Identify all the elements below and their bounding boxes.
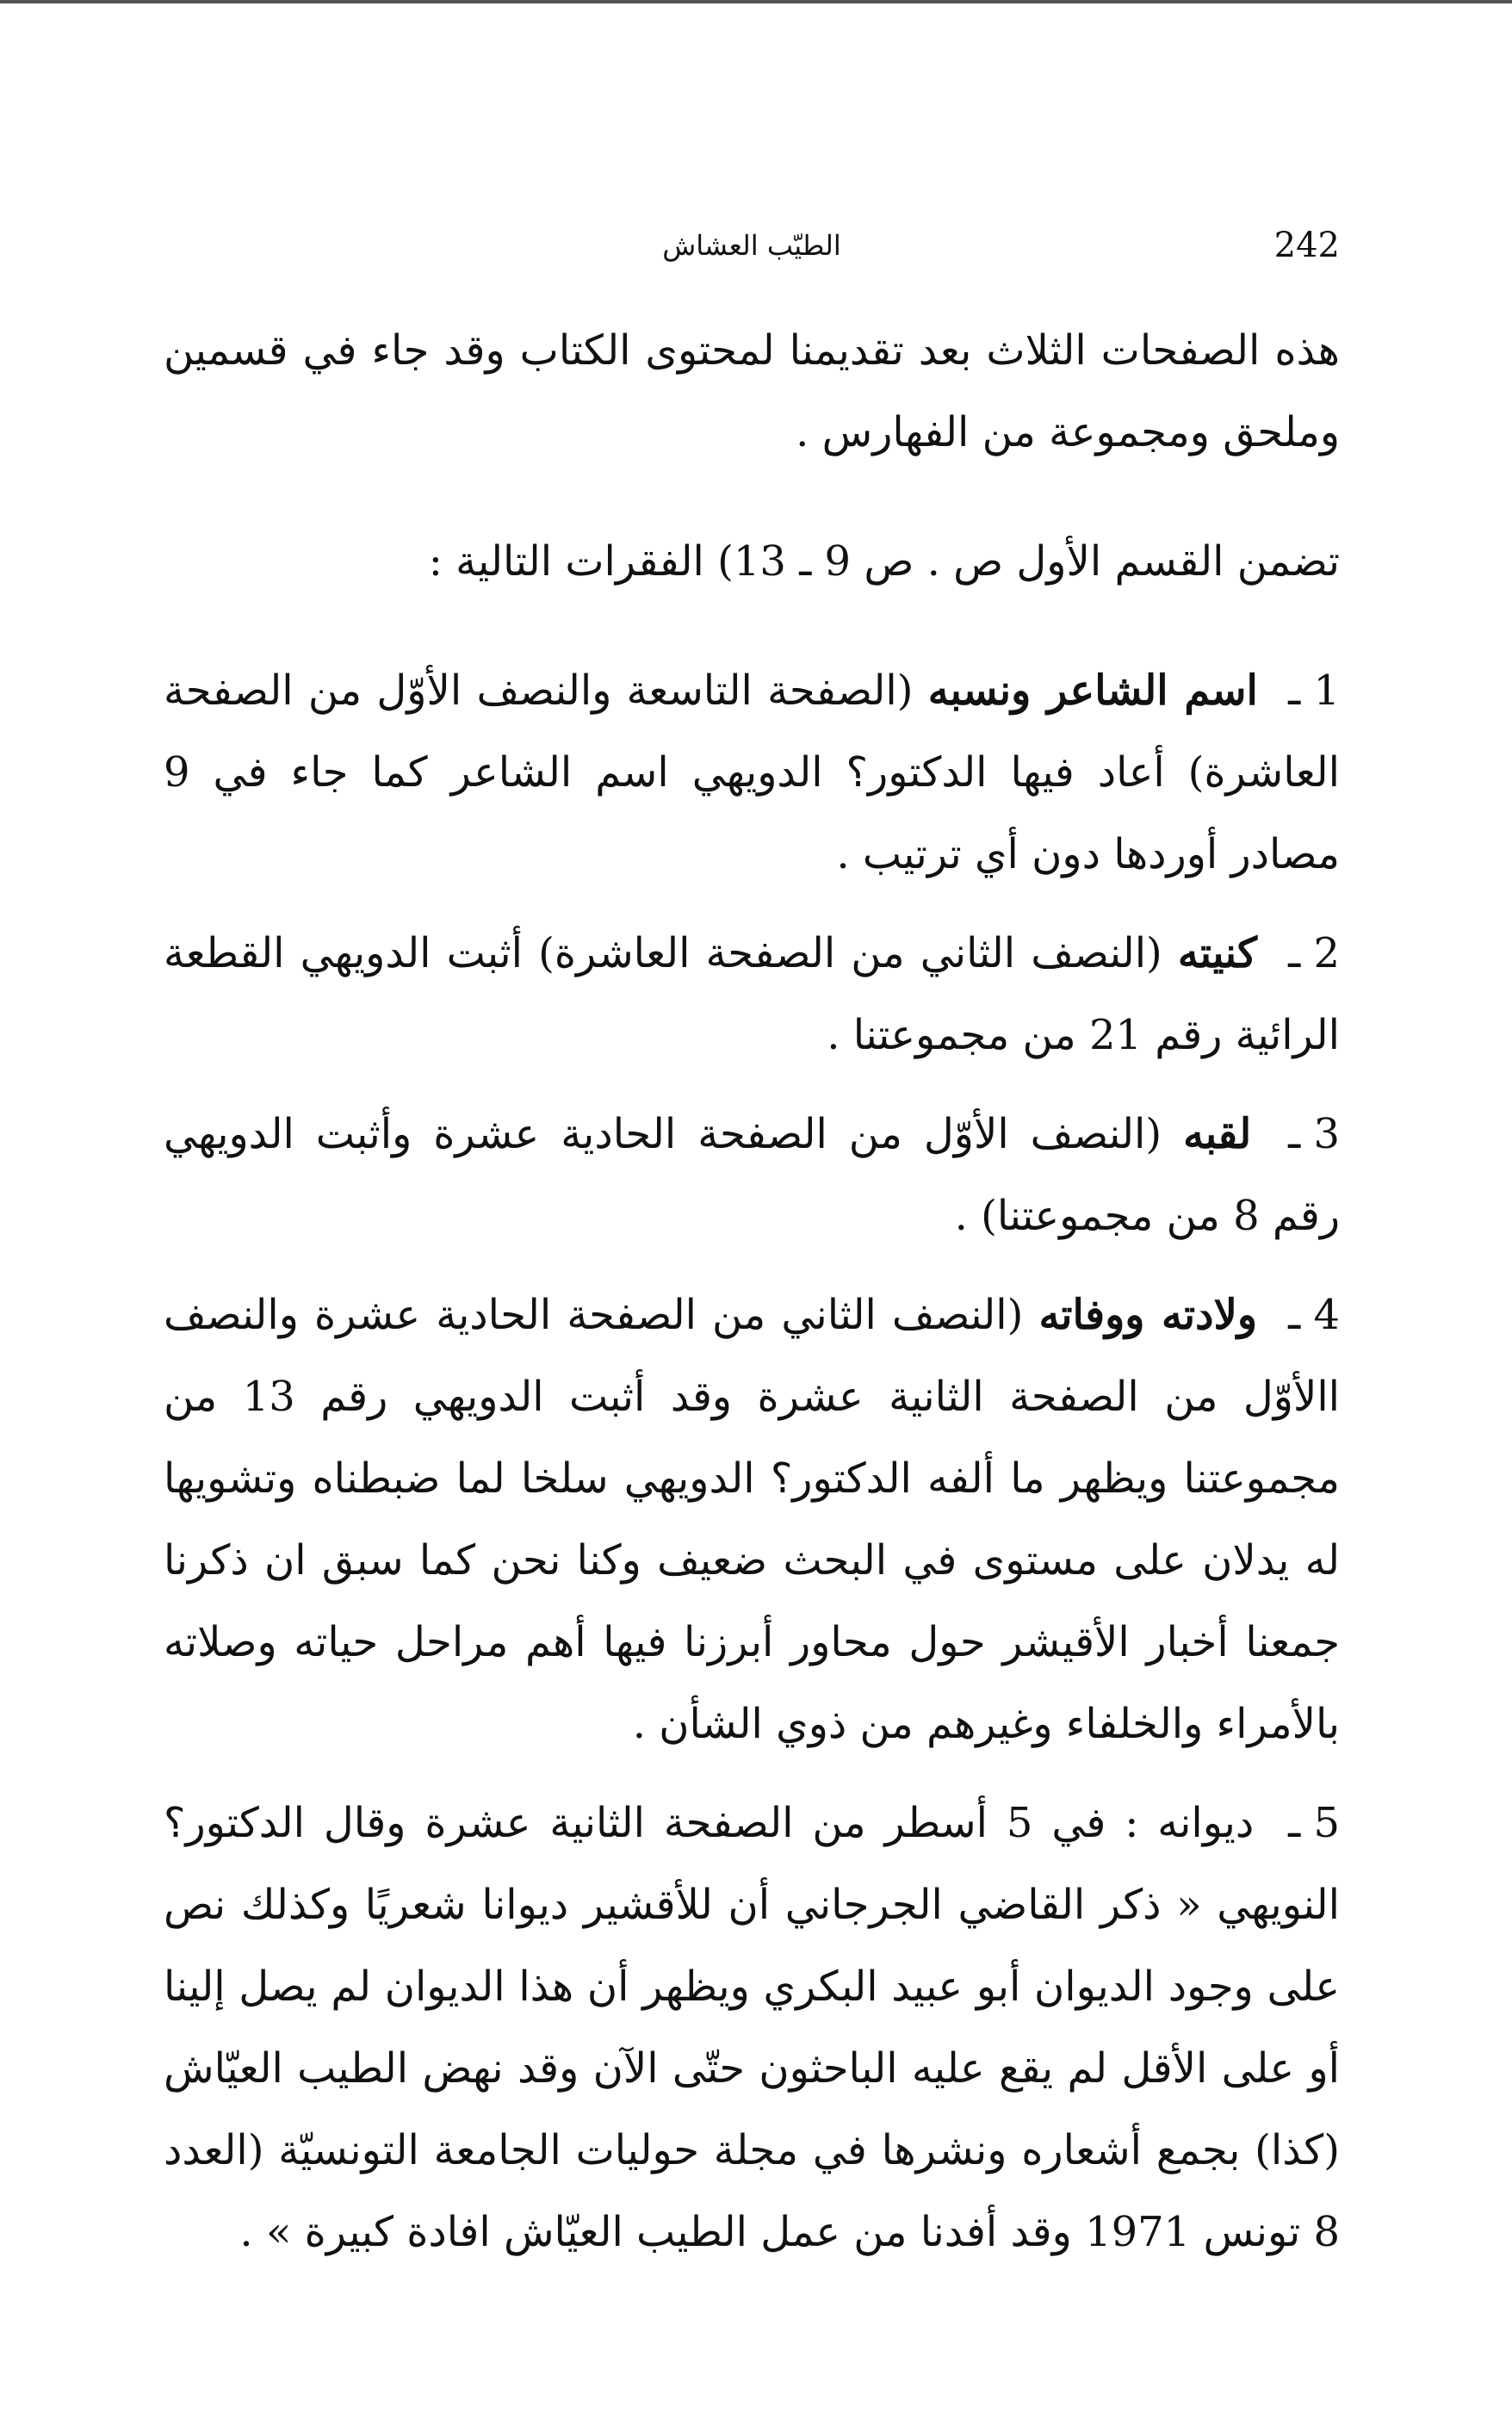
page-header <box>164 226 1340 277</box>
item-number: 5 ـ <box>1288 1799 1341 1847</box>
item-number: 1 ـ <box>1288 667 1341 715</box>
intro-paragraph: هذه الصفحات الثلاث بعد تقديمنا لمحتوى الكتاب وقد جاء في قسمين وملحق ومجموعة من الفهارس . <box>164 326 1340 456</box>
item-number: 2 ـ <box>1288 929 1340 977</box>
item-number: 4 ـ <box>1288 1291 1340 1339</box>
item-text: (النصف الثاني من الصفحة الحادية عشرة والنصف االأوّل من الصفحة الثانية عشرة وقد أثبت الدويهي رقم 13 من مجموعتنا ويظهر ما ألفه الدكتور؟ الدويهي سلخا لما ضبطناه وتشويها له يدلان على مستوى في البحث ضعيف وكنا نحن كما سبق ان ذكرنا جمعنا أخبار الأقيشر حول محاور أبرزنا فيها أهم مراحل حياته وصلاته بالأمراء والخلفاء وغيرهم من ذوي الشأن . <box>164 1291 1340 1748</box>
item-text: (الصفحة التاسعة والنصف الأوّل من الصفحة العاشرة) أعاد فيها الدكتور؟ الدويهي اسم الشاعر كما جاء في 9 مصادر أوردها دون أي ترتيب . <box>164 667 1341 878</box>
list-item <box>164 1094 1340 1257</box>
item-text: (النصف الثاني من الصفحة العاشرة) أثبت الدويهي القطعة الرائية رقم 21 من مجموعتنا . <box>164 929 1340 1059</box>
item-title: ديوانه : <box>1125 1799 1255 1847</box>
item-title: كنيته <box>1177 929 1257 977</box>
page-body <box>164 310 1340 2291</box>
page-number: 242 <box>1273 226 1340 265</box>
item-number: 3 ـ <box>1288 1110 1341 1158</box>
list-item <box>164 1274 1340 1765</box>
list-item <box>164 1783 1340 2273</box>
item-title: لقبه <box>1183 1110 1252 1158</box>
item-title: اسم الشاعر ونسبه <box>927 667 1258 715</box>
item-text: في 5 أسطر من الصفحة الثانية عشرة وقال الدكتور؟ النويهي « ذكر القاضي الجرجاني أن للأقشير ديوانا شعريًا وكذلك نص على وجود الديوان أبو عبيد البكري ويظهر أن هذا الديوان لم يصل إلينا أو على الأقل لم يقع عليه الباحثون حتّى الآن وقد نهض الطيب العيّاش (كذا) بجمع أشعاره ونشرها في مجلة حوليات الجامعة التونسيّة (العدد 8 تونس 1971 وقد أفدنا من عمل الطيب العيّاش افادة كبيرة » . <box>164 1799 1340 2256</box>
list-item <box>164 913 1340 1076</box>
item-title: ولادته ووفاته <box>1038 1291 1258 1339</box>
top-edge-rule <box>0 0 1512 3</box>
section-heading: تضمن القسم الأول ص . ص 9 ـ 13) الفقرات التالية : <box>428 537 1340 586</box>
list-item <box>164 650 1340 896</box>
item-text: (النصف الأوّل من الصفحة الحادية عشرة وأثبت الدويهي رقم 8 من مجموعتنا) . <box>164 1110 1340 1240</box>
running-title: الطيّب العشاش <box>662 229 841 262</box>
